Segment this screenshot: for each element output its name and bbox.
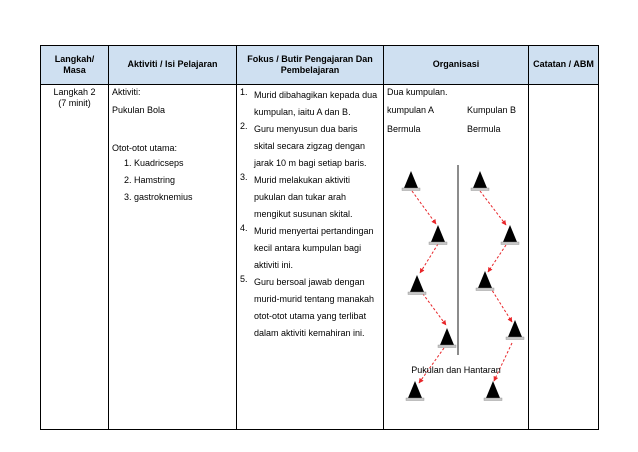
header-notes: Catatan / ABM bbox=[529, 46, 599, 85]
start-b-label: Bermula bbox=[467, 123, 501, 134]
cone-icon bbox=[501, 225, 519, 245]
step-cell bbox=[41, 85, 109, 430]
item-number: 3. bbox=[240, 172, 248, 182]
focus-cell bbox=[237, 85, 384, 430]
step-label: Langkah 2 bbox=[53, 87, 96, 97]
item-number: 5. bbox=[240, 274, 248, 284]
list-item: 3. gastroknemius bbox=[124, 192, 193, 203]
muscle-list bbox=[112, 158, 233, 204]
diagram-caption: Pukulan dan Hantaran bbox=[411, 365, 501, 375]
list-item: 2. Hamstring bbox=[124, 175, 176, 185]
item-text: Guru bersoal jawab dengan murid-murid tentang manakah otot-otot utama yang terlibat dalam aktiviti kemahiran ini. bbox=[254, 277, 375, 338]
item-number: 2. bbox=[240, 121, 248, 131]
item-number: 4. bbox=[240, 223, 248, 233]
arrow-a-2 bbox=[420, 244, 438, 273]
lesson-plan-table bbox=[40, 45, 599, 430]
header-step: Langkah/ Masa bbox=[41, 46, 109, 85]
list-item: 1. Kuadricseps bbox=[124, 157, 184, 168]
arrow-b-1 bbox=[480, 191, 506, 225]
arrow-a-1 bbox=[412, 191, 436, 224]
activity-name: Pukulan Bola bbox=[112, 105, 166, 116]
cone-icon bbox=[408, 275, 426, 295]
org-intro: Dua kumpulan. bbox=[387, 87, 448, 97]
cone-icon bbox=[471, 171, 489, 191]
arrow-b-2 bbox=[488, 245, 506, 272]
step-duration: (7 minit) bbox=[58, 98, 91, 109]
header-row bbox=[41, 46, 599, 85]
header-focus: Fokus / Butir Pengajaran Dan Pembelajaran bbox=[237, 46, 384, 85]
cone-icon bbox=[484, 381, 502, 401]
notes-cell bbox=[529, 85, 599, 430]
header-activity: Aktiviti / Isi Pelajaran bbox=[109, 46, 237, 85]
arrow-a-3 bbox=[420, 290, 446, 325]
item-text: Murid dibahagikan kepada dua kumpulan, iaitu A dan B. bbox=[254, 90, 378, 117]
group-a-label: kumpulan A bbox=[387, 105, 435, 116]
item-text: Murid menyertai pertandingan kecil antara kumpulan bagi aktiviti ini. bbox=[254, 226, 374, 270]
cone-icon bbox=[506, 320, 524, 340]
list-item bbox=[240, 121, 380, 172]
cone-icon bbox=[438, 328, 456, 348]
list-item bbox=[240, 223, 380, 274]
cone-icon bbox=[476, 271, 494, 291]
cone-icon bbox=[402, 171, 420, 191]
activity-cell bbox=[109, 85, 237, 430]
cone-icon bbox=[429, 225, 447, 245]
muscles-heading: Otot-otot utama: bbox=[112, 142, 178, 153]
header-organization: Organisasi bbox=[384, 46, 529, 85]
list-item bbox=[240, 172, 380, 223]
list-item bbox=[240, 274, 380, 342]
item-number: 1. bbox=[240, 87, 248, 97]
list-item bbox=[240, 87, 380, 121]
arrow-b-3 bbox=[490, 287, 512, 322]
group-b-label: Kumpulan B bbox=[467, 105, 517, 116]
organization-cell bbox=[384, 85, 529, 430]
item-text: Guru menyusun dua baris skital secara zigzag dengan jarak 10 m bagi setiap baris. bbox=[254, 124, 367, 168]
item-text: Murid melakukan aktiviti pukulan dan tukar arah mengikut susunan skital. bbox=[254, 175, 353, 219]
step-row bbox=[41, 85, 599, 430]
start-a-label: Bermula bbox=[387, 123, 421, 134]
cone-icon bbox=[406, 381, 424, 401]
activity-label: Aktiviti: bbox=[112, 87, 141, 97]
focus-list bbox=[240, 87, 380, 342]
